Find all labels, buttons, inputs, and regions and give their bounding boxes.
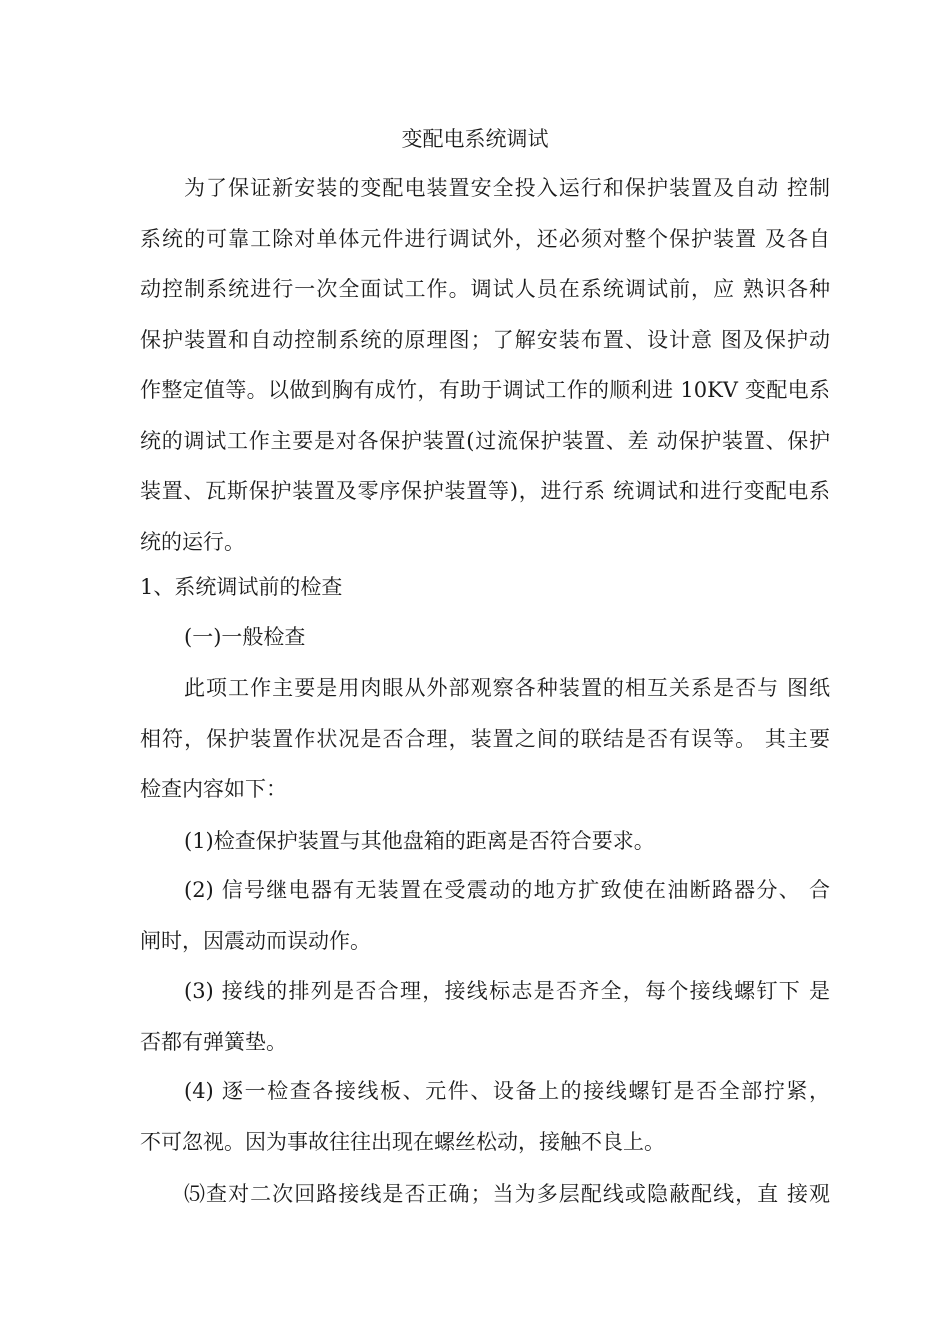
paragraph-line: 为了保证新安装的变配电装置安全投入运行和保护装置及自动 控制 <box>184 176 830 200</box>
paragraph-line: 不可忽视。因为事故往往出现在螺丝松动，接触不良上。 <box>140 1129 665 1154</box>
intro-paragraph <box>140 163 830 567</box>
paragraph-line: (3) 接线的排列是否合理，接线标志是否齐全，每个接线螺钉下 是 <box>184 979 830 1003</box>
paragraph-line: 检查内容如下： <box>140 777 287 801</box>
paragraph-line: (4) 逐一检查各接线板、元件、设备上的接线螺钉是否全部拧紧， <box>184 1079 830 1103</box>
subsection-heading: (一)一般检查 <box>184 625 306 649</box>
document-title: 变配电系统调试 <box>401 127 549 151</box>
paragraph-line: 保护装置和自动控制系统的原理图；了解安装布置、设计意 图及保护动 <box>140 327 830 352</box>
check-item-1 <box>140 816 830 867</box>
check-item-2 <box>140 865 830 966</box>
check-item-5 <box>140 1169 830 1220</box>
paragraph-line: 否都有弹簧垫。 <box>140 1029 287 1054</box>
paragraph-line: 动控制系统进行一次全面试工作。调试人员在系统调试前，应 熟识各种 <box>140 277 830 301</box>
paragraph-line: 此项工作主要是用肉眼从外部观察各种装置的相互关系是否与 图纸 <box>184 676 830 700</box>
paragraph-line: (1)检查保护装置与其他盘箱的距离是否符合要求。 <box>184 829 655 853</box>
check-item-3 <box>140 966 830 1067</box>
paragraph-line: 闸时，因震动而误动作。 <box>140 928 371 953</box>
paragraph-line: 统的运行。 <box>140 529 245 554</box>
check-item-4 <box>140 1066 830 1167</box>
paragraph-line: 装置、瓦斯保护装置及零序保护装置等)，进行系 统调试和进行变配电系 <box>140 479 830 503</box>
general-check-paragraph <box>140 663 830 815</box>
section-heading: 1、系统调试前的检查 <box>140 575 343 599</box>
paragraph-line: 作整定值等。以做到胸有成竹，有助于调试工作的顺利进 10KV 变配电系 <box>140 378 830 402</box>
paragraph-line: 系统的可靠工除对单体元件进行调试外，还必须对整个保护装置 及各自 <box>140 226 830 251</box>
paragraph-line: 统的调试工作主要是对各保护装置(过流保护装置、差 动保护装置、保护 <box>140 428 830 453</box>
paragraph-line: ⑸查对二次回路接线是否正确；当为多层配线或隐蔽配线，直 接观 <box>184 1182 830 1206</box>
paragraph-line: (2) 信号继电器有无装置在受震动的地方扩致使在油断路器分、 合 <box>184 878 830 902</box>
paragraph-line: 相符，保护装置作状况是否合理，装置之间的联结是否有误等。 其主要 <box>140 726 830 751</box>
